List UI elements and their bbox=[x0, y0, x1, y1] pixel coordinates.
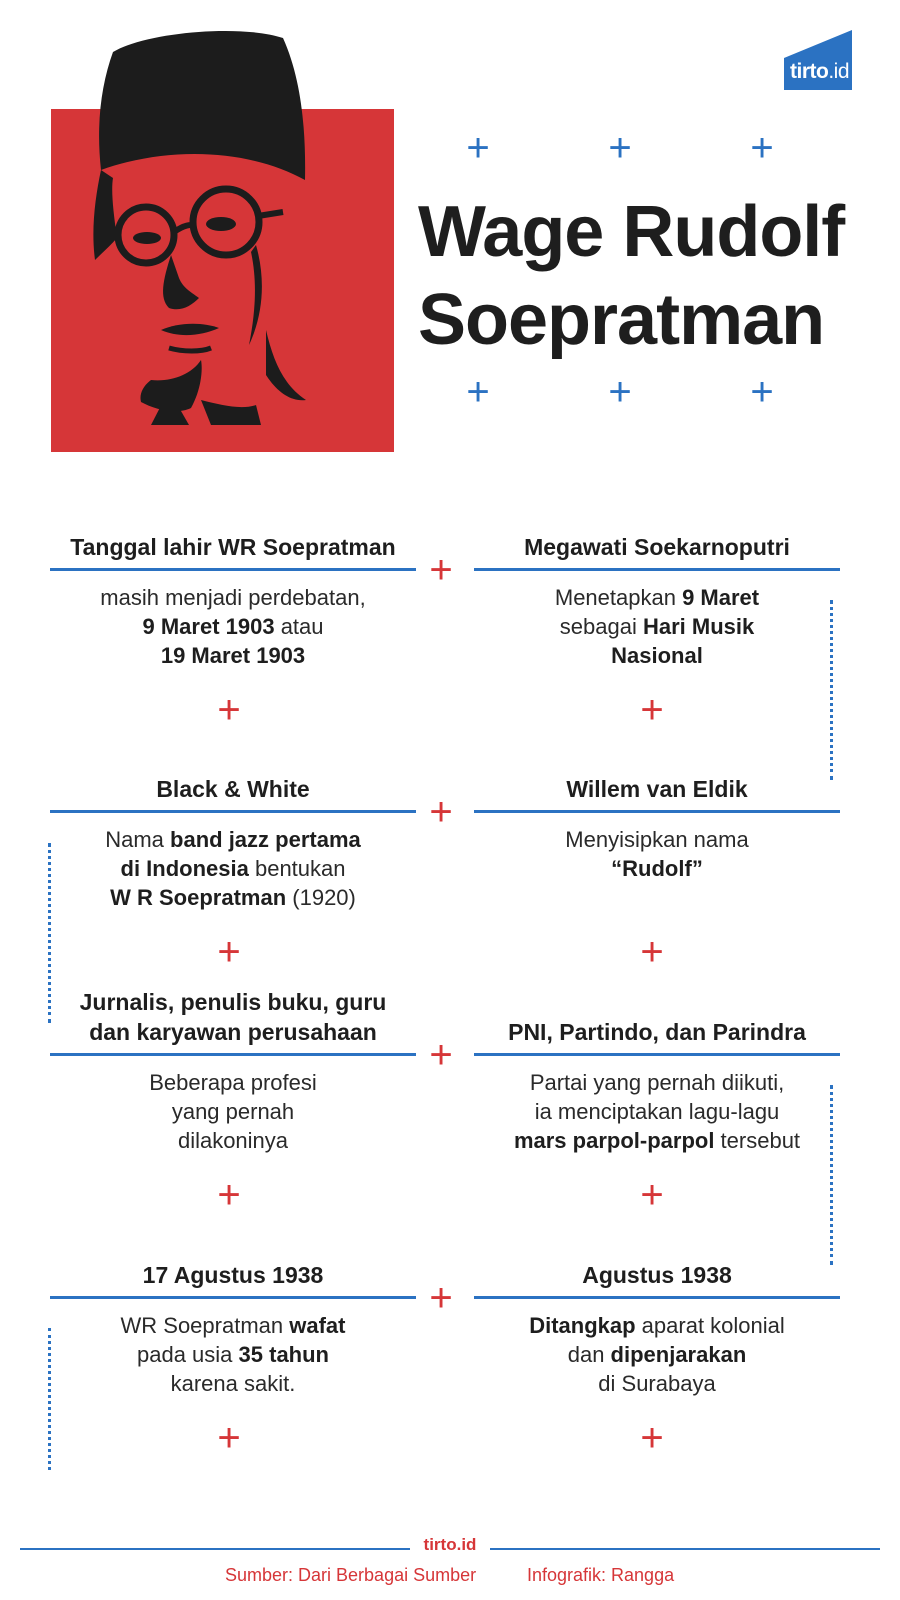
emphasis-text: mars parpol-parpol bbox=[513, 1128, 715, 1153]
body-text: sebagai bbox=[559, 614, 643, 639]
card-heading bbox=[474, 774, 840, 804]
card-body-line bbox=[50, 1311, 416, 1340]
plus-icon: + bbox=[640, 1416, 664, 1460]
body-text: tersebut bbox=[714, 1128, 801, 1153]
title-line-2: Soepratman bbox=[418, 280, 825, 360]
body-text: karena sakit. bbox=[170, 1371, 296, 1396]
card-divider bbox=[50, 810, 416, 813]
body-text: ia menciptakan lagu-lagu bbox=[534, 1099, 780, 1124]
plus-icon: + bbox=[217, 688, 241, 732]
card-heading-line: Megawati Soekarnoputri bbox=[524, 534, 790, 560]
plus-icon: + bbox=[640, 930, 664, 974]
emphasis-text: di Indonesia bbox=[120, 856, 249, 881]
card-body-line bbox=[474, 583, 840, 612]
body-text: (1920) bbox=[286, 885, 356, 910]
card-heading-line: Black & White bbox=[156, 776, 310, 802]
emphasis-text: 35 tahun bbox=[238, 1342, 329, 1367]
body-text: Nama bbox=[105, 827, 171, 852]
plus-icon: + bbox=[750, 126, 774, 170]
body-text: masih menjadi perdebatan, bbox=[100, 585, 366, 610]
card-body-line bbox=[474, 1311, 840, 1340]
body-text: Menyisipkan nama bbox=[565, 827, 749, 852]
body-text: Menetapkan bbox=[554, 585, 683, 610]
card-divider bbox=[50, 568, 416, 571]
plus-icon: + bbox=[640, 1173, 664, 1217]
plus-icon: + bbox=[429, 790, 453, 834]
card-body-line bbox=[474, 641, 840, 670]
body-text: pada usia bbox=[137, 1342, 239, 1367]
body-text: atau bbox=[274, 614, 324, 639]
card-body bbox=[50, 583, 416, 670]
emphasis-text: Nasional bbox=[611, 643, 703, 668]
card-heading-line: Tanggal lahir WR Soepratman bbox=[70, 534, 396, 560]
card-heading bbox=[474, 1260, 840, 1290]
card-divider bbox=[474, 568, 840, 571]
body-text: WR Soepratman bbox=[120, 1313, 290, 1338]
plus-icon: + bbox=[429, 1033, 453, 1077]
plus-icon: + bbox=[466, 126, 490, 170]
card-body-line bbox=[50, 583, 416, 612]
card-body bbox=[474, 583, 840, 670]
emphasis-text: band jazz pertama bbox=[170, 827, 361, 852]
card-body-line bbox=[474, 1340, 840, 1369]
card-heading-line: PNI, Partindo, dan Parindra bbox=[508, 1019, 806, 1045]
dotted-accent bbox=[48, 1328, 51, 1470]
body-text: Partai yang pernah diikuti, bbox=[529, 1070, 785, 1095]
card-body-line bbox=[50, 612, 416, 641]
card-divider bbox=[474, 1053, 840, 1056]
card-body-line bbox=[50, 1097, 416, 1126]
portrait-illustration bbox=[51, 30, 394, 452]
card-body-line bbox=[50, 1369, 416, 1398]
card-divider bbox=[50, 1053, 416, 1056]
body-text: dan bbox=[567, 1342, 611, 1367]
tirto-logo bbox=[784, 30, 872, 90]
card-body bbox=[50, 1068, 416, 1155]
emphasis-text: “Rudolf” bbox=[611, 856, 703, 881]
plus-icon: + bbox=[608, 370, 632, 414]
emphasis-text: 9 Maret bbox=[682, 585, 760, 610]
title-line-1: Wage Rudolf bbox=[418, 192, 845, 272]
card-body bbox=[474, 1068, 840, 1155]
card-heading bbox=[474, 1017, 840, 1047]
card-divider bbox=[50, 1296, 416, 1299]
footer-site bbox=[0, 1535, 900, 1555]
card-body-line bbox=[474, 1126, 840, 1155]
card-body-line bbox=[474, 1068, 840, 1097]
footer-source: Sumber: Dari Berbagai Sumber bbox=[225, 1565, 477, 1585]
card-body-line bbox=[474, 1369, 840, 1398]
card-heading bbox=[50, 987, 416, 1047]
card-body bbox=[50, 825, 416, 912]
plus-icon: + bbox=[429, 548, 453, 592]
body-text: di Surabaya bbox=[598, 1371, 716, 1396]
card-body-line bbox=[474, 854, 840, 883]
card-body-line bbox=[474, 825, 840, 854]
plus-icon: + bbox=[608, 126, 632, 170]
emphasis-text: 9 Maret 1903 bbox=[142, 614, 275, 639]
emphasis-text: dipenjarakan bbox=[610, 1342, 747, 1367]
emphasis-text: wafat bbox=[289, 1313, 346, 1338]
footer-site-label: tirto.id bbox=[410, 1535, 491, 1554]
card-divider bbox=[474, 810, 840, 813]
body-text: aparat kolonial bbox=[635, 1313, 785, 1338]
plus-icon: + bbox=[640, 688, 664, 732]
card-heading-line: dan karyawan perusahaan bbox=[89, 1019, 377, 1045]
body-text: Beberapa profesi bbox=[149, 1070, 317, 1095]
dotted-accent bbox=[48, 843, 51, 1023]
dotted-accent bbox=[830, 600, 833, 780]
card-heading-line: Agustus 1938 bbox=[582, 1262, 732, 1288]
card-body bbox=[474, 825, 840, 883]
plus-icon: + bbox=[466, 370, 490, 414]
card-heading bbox=[474, 532, 840, 562]
logo-text: tirto.id bbox=[790, 60, 850, 83]
card-body bbox=[474, 1311, 840, 1398]
emphasis-text: W R Soepratman bbox=[110, 885, 287, 910]
plus-icon: + bbox=[429, 1276, 453, 1320]
card-body-line bbox=[50, 883, 416, 912]
card-heading bbox=[50, 774, 416, 804]
card-heading-line: Willem van Eldik bbox=[566, 776, 748, 802]
plus-icon: + bbox=[217, 1173, 241, 1217]
emphasis-text: Hari Musik bbox=[642, 614, 755, 639]
footer-credit: Infografik: Rangga bbox=[527, 1565, 675, 1585]
page-title bbox=[418, 188, 888, 364]
card-body-line bbox=[474, 1097, 840, 1126]
card-heading bbox=[50, 532, 416, 562]
emphasis-text: 19 Maret 1903 bbox=[160, 643, 306, 668]
body-text: dilakoninya bbox=[177, 1128, 289, 1153]
card-body-line bbox=[50, 1126, 416, 1155]
card-body-line bbox=[50, 854, 416, 883]
card-heading bbox=[50, 1260, 416, 1290]
card-body-line bbox=[474, 612, 840, 641]
body-text: yang pernah bbox=[171, 1099, 295, 1124]
card-body-line bbox=[50, 641, 416, 670]
emphasis-text: Ditangkap bbox=[529, 1313, 636, 1338]
card-heading-line: Jurnalis, penulis buku, guru bbox=[79, 989, 387, 1015]
card-body-line bbox=[50, 1340, 416, 1369]
card-divider bbox=[474, 1296, 840, 1299]
body-text: bentukan bbox=[248, 856, 346, 881]
plus-icon: + bbox=[750, 370, 774, 414]
card-body bbox=[50, 1311, 416, 1398]
dotted-accent bbox=[830, 1085, 833, 1265]
card-heading-line: 17 Agustus 1938 bbox=[142, 1262, 324, 1288]
card-body-line bbox=[50, 825, 416, 854]
plus-icon: + bbox=[217, 1416, 241, 1460]
card-body-line bbox=[50, 1068, 416, 1097]
plus-icon: + bbox=[217, 930, 241, 974]
